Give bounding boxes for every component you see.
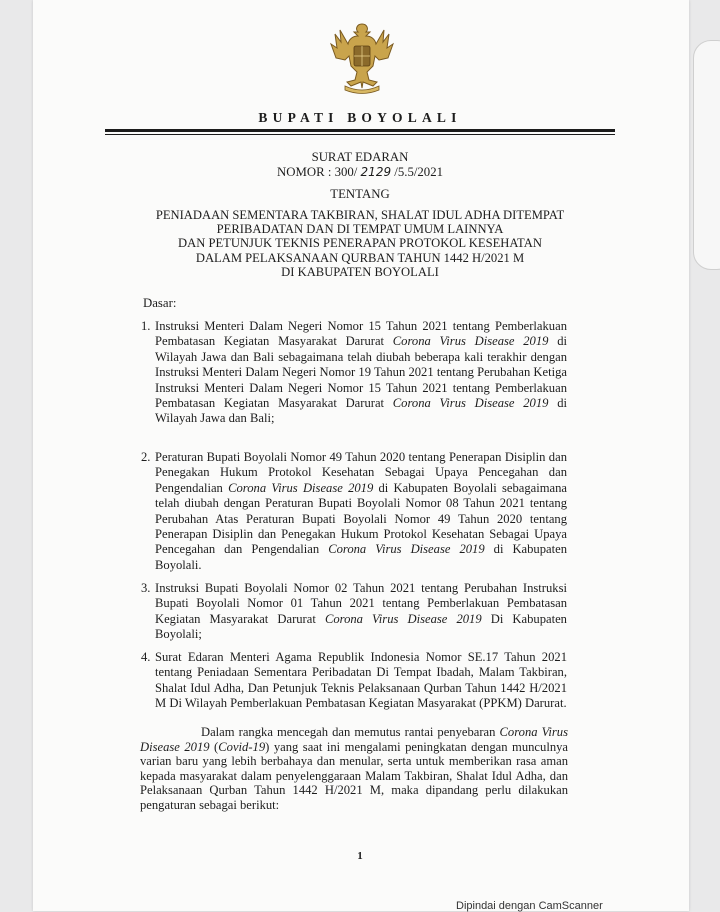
letter-number-suffix: /5.5/2021 [391,165,443,179]
dasar-item-3 [141,581,567,643]
garuda-emblem-icon [327,20,397,94]
subject-line: PERIBADATAN DAN DI TEMPAT UMUM LAINNYA [216,222,504,237]
item-number: 4. [141,650,151,664]
dasar-label: Dasar: [143,296,177,310]
item-text: Surat Edaran Menteri Agama Republik Indonesia Nomor SE.17 Tahun 2021 tentang Peniadaan Sementara Peribadatan Di Tempat Ibadah, Malam Takbiran, Shalat Idul Adha, Dan Petunjuk Teknis Pelaksanaan Qurban Tahun 1442 H/2021 M Di Wilayah Pemberlakuan Pembatasan Kegiatan Masyarakat (PPKM) Darurat. [155,650,567,711]
subject-line: DALAM PELAKSANAAN QURBAN TAHUN 1442 H/2021 M [195,250,525,265]
letter-number [0,165,720,180]
subject-line: PENIADAAN SEMENTARA TAKBIRAN, SHALAT IDUL ADHA DITEMPAT [155,208,565,222]
item-number: 2. [141,450,151,464]
header-rule-thick [105,129,615,132]
item-number: 1. [141,319,151,333]
letter-number-prefix: NOMOR : 300/ [277,165,361,179]
header-title: BUPATI BOYOLALI [258,110,462,125]
item-text: Instruksi Menteri Dalam Negeri Nomor 15 Tahun 2021 tentang Pemberlakuan Pembatasan Kegiatan Masyarakat Darurat Corona Virus Disease 2019 di Wilayah Jawa dan Bali sebagaimana telah diubah beberapa kali terakhir dengan Instruksi Menteri Dalam Negeri Nomor 19 Tahun 2021 tentang Perubahan Ketiga Instruksi Menteri Dalam Negeri Nomor 15 Tahun 2021 tentang Pemberlakuan Pembatasan Kegiatan Masyarakat Darurat Corona Virus Disease 2019 di Wilayah Jawa dan Bali; [155,319,567,426]
subject-line: DAN PETUNJUK TEKNIS PENERAPAN PROTOKOL KESEHATAN [178,236,542,251]
subject-line: DI KABUPATEN BOYOLALI [281,264,439,279]
item-number: 3. [141,581,151,595]
letter-subject [0,208,720,279]
page-number: 1 [357,850,363,862]
letter-tentang: TENTANG [330,187,390,201]
item-text: Instruksi Bupati Boyolali Nomor 02 Tahun 2021 tentang Perubahan Instruksi Bupati Boyolali Nomor 01 Tahun 2021 tentang Pemberlakuan Pembatasan Kegiatan Masyarakat Darurat Corona Virus Disease 2019 Di Kabupaten Boyolali; [155,581,567,642]
dasar-item-2 [141,450,567,573]
item-text: Peraturan Bupati Boyolali Nomor 49 Tahun 2020 tentang Penerapan Disiplin dan Penegakan Hukum Protokol Kesehatan Sebagai Upaya Pencegahan dan Pengendalian Corona Virus Disease 2019 di Kabupaten Boyolali sebagaimana telah diubah dengan Peraturan Bupati Boyolali Nomor 08 Tahun 2021 tentang Perubahan Atas Peraturan Bupati Boyolali Nomor 49 Tahun 2020 tentang Penerapan Disiplin dan Penegakan Hukum Protokol Kesehatan Sebagai Upaya Pencegahan dan Pengendalian Corona Virus Disease 2019 di Kabupaten Boyolali. [155,450,567,572]
dasar-item-1 [141,319,567,427]
scanner-watermark: Dipindai dengan CamScanner [456,900,603,912]
letter-number-handwritten: 2129 [360,165,392,179]
header-rule-thin [105,134,615,135]
letter-type: SURAT EDARAN [311,150,409,164]
dasar-item-4 [141,650,567,712]
body-paragraph: Dalam rangka mencegah dan memutus rantai penyebaran Corona Virus Disease 2019 (Covid-19) yang saat ini mengalami peningkatan dengan munculnya varian baru yang lebih berbahaya dan menular, serta untuk memberikan rasa aman kepada masyarakat dalam penyelenggaraan Malam Takbiran, Shalat Idul Adha, dan Pelaksanaan Qurban Tahun 1442 H/2021 M, maka dipandang perlu dilakukan pengaturan sebagai berikut: [140,725,568,812]
